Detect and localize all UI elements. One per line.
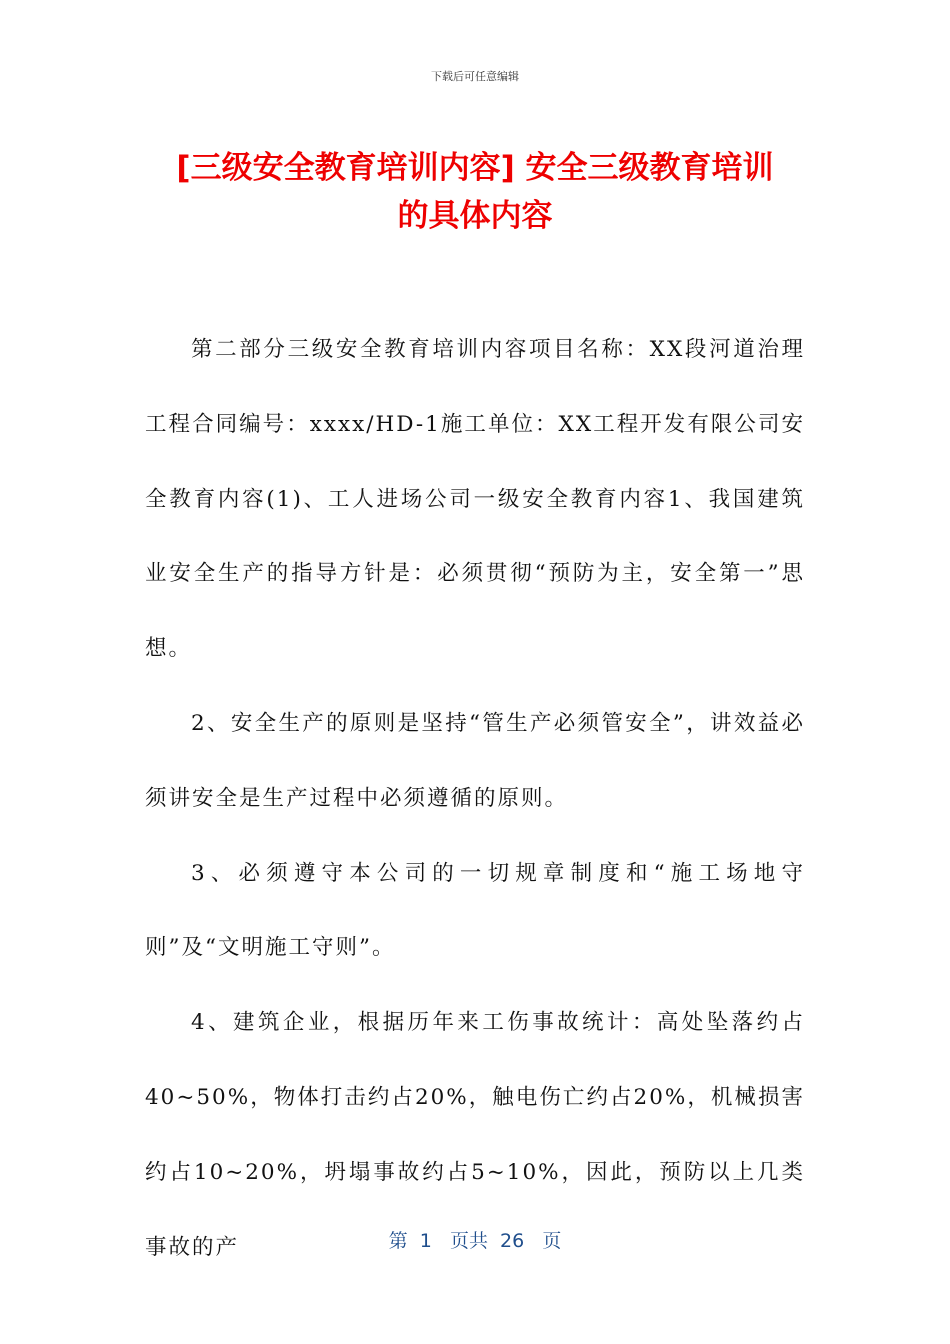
document-title	[120, 144, 830, 240]
header-note: 下载后可任意编辑	[431, 70, 519, 83]
document-body	[145, 313, 805, 1285]
title-line-2: 的具体内容	[397, 198, 553, 234]
page-number-footer: 第 1 页共 26 页	[388, 1230, 562, 1252]
paragraph-1: 第二部分三级安全教育培训内容项目名称：XX段河道治理工程合同编号：xxxx/HD-1施工单位：XX工程开发有限公司安全教育内容(1)、工人进场公司一级安全教育内容1、我国建筑业安全生产的指导方针是：必须贯彻“预防为主，安全第一”思想。	[145, 337, 805, 662]
paragraph-3: 3、必须遵守本公司的一切规章制度和“施工场地守则”及“文明施工守则”。	[145, 860, 805, 961]
title-line-1: [三级安全教育培训内容] 安全三级教育培训	[176, 150, 774, 186]
paragraph-4: 4、建筑企业，根据历年来工伤事故统计：高处坠落约占40~50%，物体打击约占20%，触电伤亡约占20%，机械损害约占10~20%，坍塌事故约占5~10%，因此，预防以上几类事故的产	[145, 1010, 805, 1260]
paragraph-2: 2、安全生产的原则是坚持“管生产必须管安全”，讲效益必须讲安全是生产过程中必须遵循的原则。	[145, 710, 805, 811]
